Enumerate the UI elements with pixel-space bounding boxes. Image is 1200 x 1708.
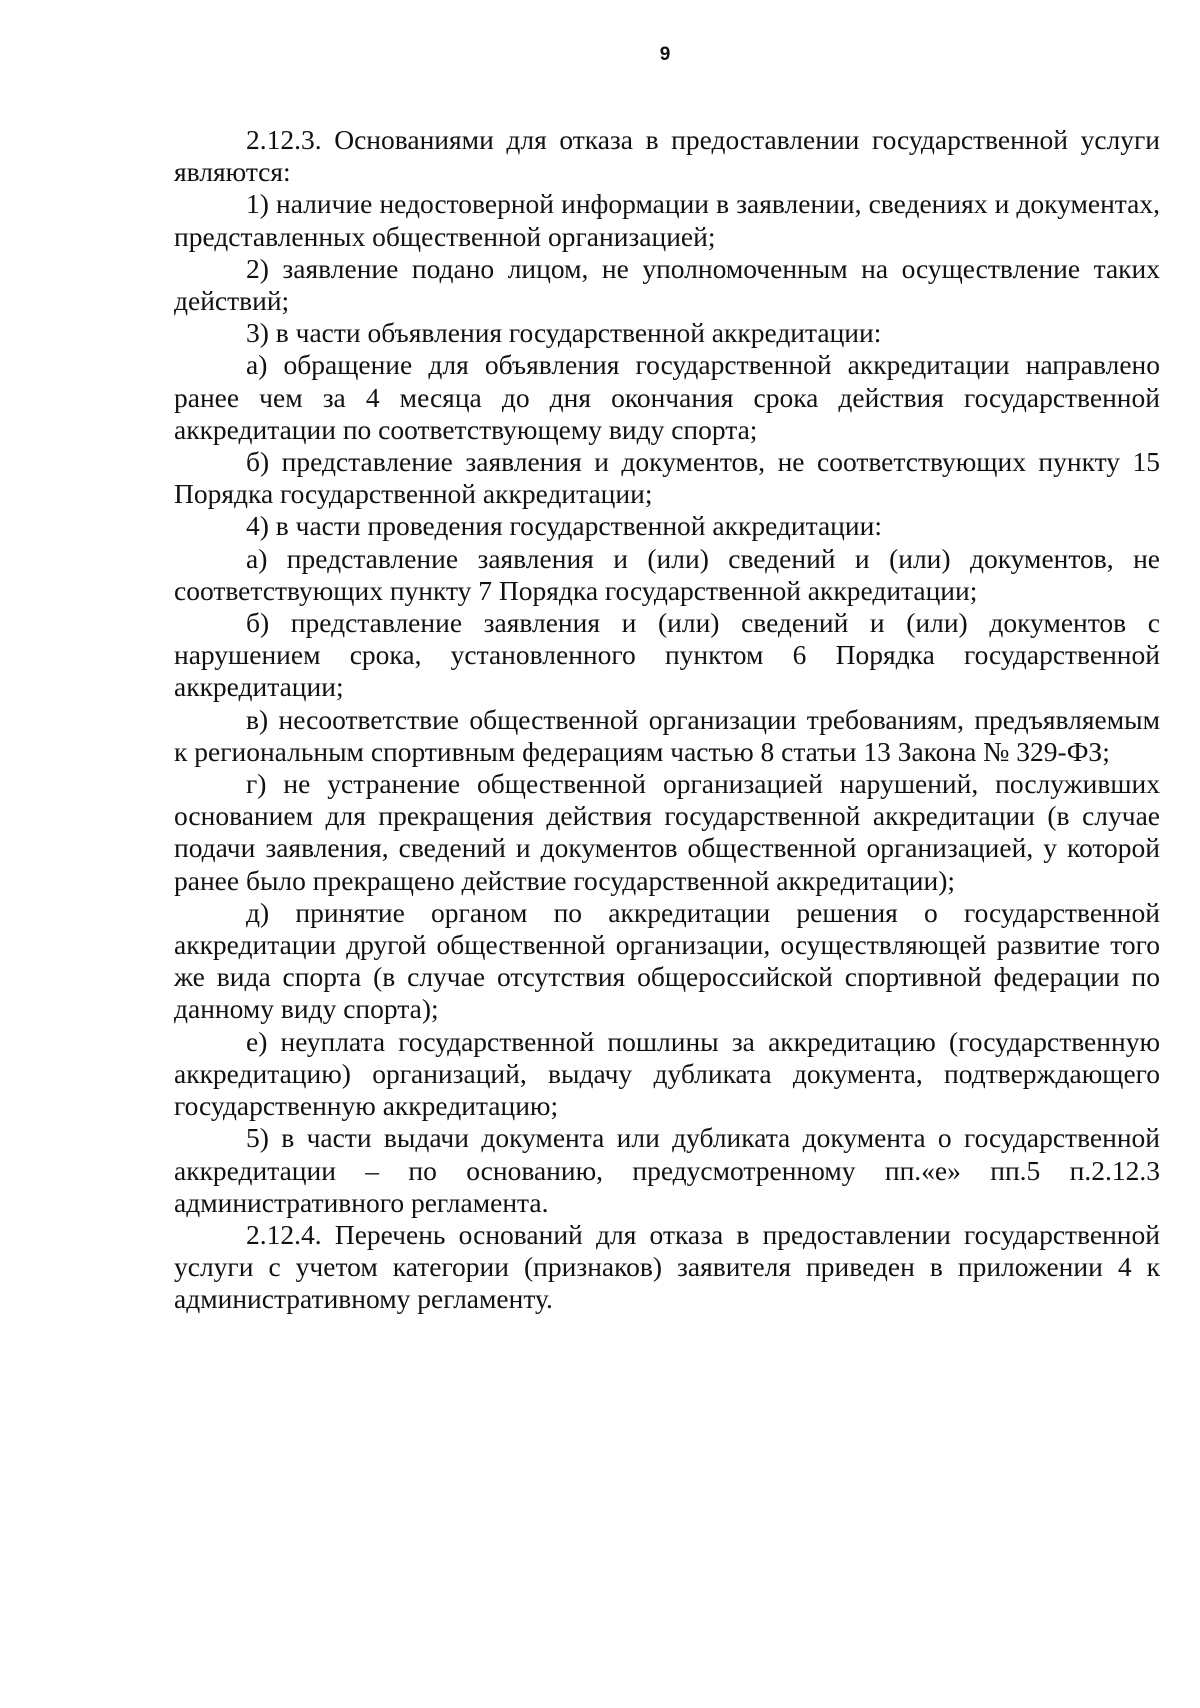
- paragraph-item-4a: а) представление заявления и (или) сведений и (или) документов, не соответствующих пункту 7 Порядка государственной аккредитации;: [174, 542, 1160, 606]
- paragraph-item-4b: б) представление заявления и (или) сведений и (или) документов с нарушением срока, установленного пунктом 6 Порядка государственной аккредитации;: [174, 607, 1160, 703]
- paragraph-2-12-3: 2.12.3. Основаниями для отказа в предоставлении государственной услуги являются:: [174, 124, 1160, 188]
- document-body: [174, 124, 1160, 1316]
- paragraph-item-5: 5) в части выдачи документа или дубликата документа о государственной аккредитации – по основанию, предусмотренному пп.«е» пп.5 п.2.12.3 административного регламента.: [174, 1122, 1160, 1218]
- paragraph-item-4d: д) принятие органом по аккредитации решения о государственной аккредитации другой общественной организации, осуществляющей развитие того же вида спорта (в случае отсутствия общероссийской спортивной федерации по данному виду спорта);: [174, 896, 1160, 1025]
- paragraph-item-1: 1) наличие недостоверной информации в заявлении, сведениях и документах, представленных общественной организацией;: [174, 188, 1160, 252]
- paragraph-item-2: 2) заявление подано лицом, не уполномоченным на осуществление таких действий;: [174, 252, 1160, 317]
- paragraph-item-4: 4) в части проведения государственной аккредитации:: [246, 510, 882, 542]
- page-number: 9: [659, 44, 671, 65]
- paragraph-item-4v: в) несоответствие общественной организации требованиям, предъявляемым к региональным спортивным федерациям частью 8 статьи 13 Закона № 329-ФЗ;: [174, 703, 1160, 767]
- paragraph-2-12-4: 2.12.4. Перечень оснований для отказа в предоставлении государственной услуги с учетом категории (признаков) заявителя приведен в приложении 4 к административному регламенту.: [174, 1218, 1160, 1315]
- paragraph-item-4g: г) не устранение общественной организацией нарушений, послуживших основанием для прекращения действия государственной аккредитации (в случае подачи заявления, сведений и документов общественной организацией, у которой ранее было прекращено действие государственной аккредитации);: [174, 768, 1160, 896]
- paragraph-item-3a: а) обращение для объявления государственной аккредитации направлено ранее чем за 4 месяца до дня окончания срока действия государственной аккредитации по соответствующему виду спорта;: [174, 349, 1160, 445]
- paragraph-item-3b: б) представление заявления и документов, не соответствующих пункту 15 Порядка государственной аккредитации;: [174, 446, 1160, 510]
- paragraph-item-3: 3) в части объявления государственной аккредитации:: [246, 317, 882, 349]
- paragraph-item-4e: е) неуплата государственной пошлины за аккредитацию (государственную аккредитацию) организаций, выдачу дубликата документа, подтверждающего государственную аккредитацию;: [174, 1025, 1160, 1122]
